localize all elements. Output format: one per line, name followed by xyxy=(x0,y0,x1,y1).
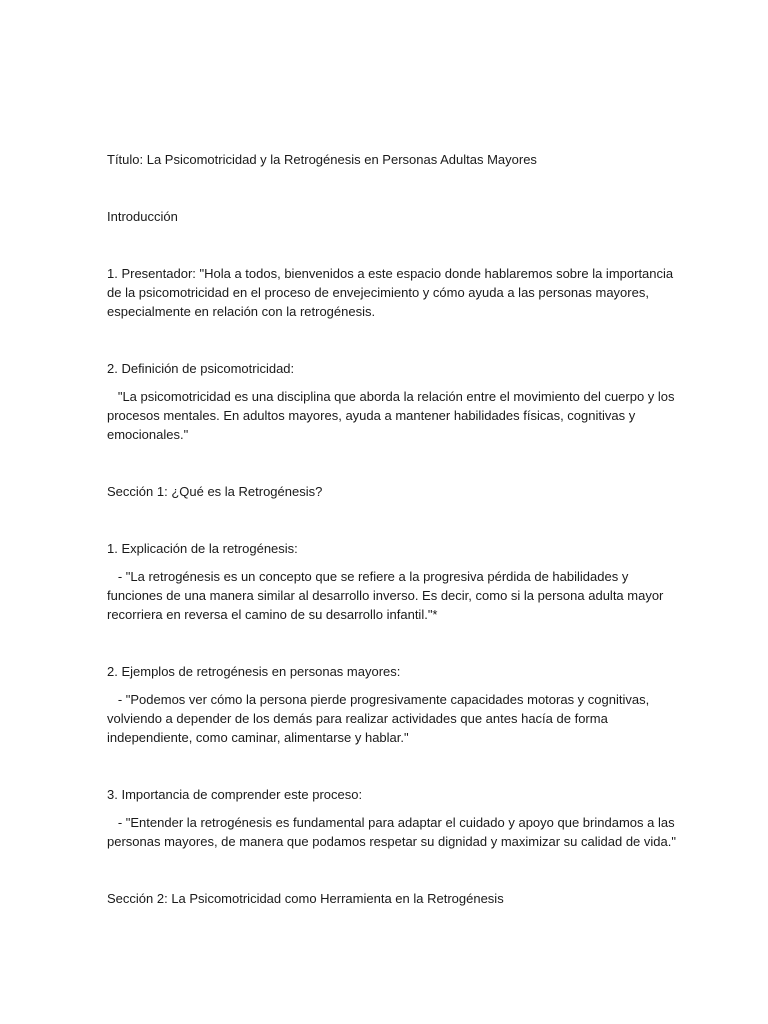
definition-paragraph xyxy=(107,387,675,444)
definition-heading: 2. Definición de psicomotricidad: xyxy=(107,361,295,376)
paragraph-line: personas mayores, de manera que podamos respetar su dignidad y maximizar su calidad de vida." xyxy=(107,834,676,849)
section1-item-heading: 1. Explicación de la retrogénesis: xyxy=(107,541,298,556)
document-title: Título: La Psicomotricidad y la Retrogénesis en Personas Adultas Mayores xyxy=(107,152,537,167)
paragraph-line: emocionales." xyxy=(107,427,189,442)
section1-item-heading: 2. Ejemplos de retrogénesis en personas mayores: xyxy=(107,664,401,679)
paragraph-line: "La psicomotricidad es una disciplina que aborda la relación entre el movimiento del cuerpo y los xyxy=(107,389,675,404)
paragraph-line: - "La retrogénesis es un concepto que se refiere a la progresiva pérdida de habilidades y xyxy=(107,569,629,584)
presenter-paragraph xyxy=(107,264,674,321)
document-content xyxy=(107,150,676,908)
section1-item-paragraph xyxy=(107,567,663,624)
paragraph-line: 1. Presentador: "Hola a todos, bienvenidos a este espacio donde hablaremos sobre la importancia xyxy=(107,266,674,281)
section1-item-paragraph xyxy=(107,690,663,747)
intro-heading: Introducción xyxy=(107,209,178,224)
paragraph-line: - "Podemos ver cómo la persona pierde progresivamente capacidades motoras y cognitivas, xyxy=(107,692,650,707)
paragraph-line: independiente, como caminar, alimentarse y hablar." xyxy=(107,730,409,745)
paragraph-line: funciones de una manera similar al desarrollo inverso. Es decir, como si la persona adulta mayor xyxy=(107,588,664,603)
paragraph-line: procesos mentales. En adultos mayores, ayuda a mantener habilidades físicas, cognitivas y xyxy=(107,408,636,423)
section2-heading: Sección 2: La Psicomotricidad como Herramienta en la Retrogénesis xyxy=(107,891,504,906)
paragraph-line: de la psicomotricidad en el proceso de envejecimiento y cómo ayuda a las personas mayores, xyxy=(107,285,649,300)
paragraph-line: recorriera en reversa el camino de su desarrollo infantil."* xyxy=(107,607,438,622)
section1-item-heading: 3. Importancia de comprender este proceso: xyxy=(107,787,363,802)
paragraph-line: especialmente en relación con la retrogénesis. xyxy=(107,304,376,319)
paragraph-line: volviendo a depender de los demás para realizar actividades que antes hacía de forma xyxy=(107,711,608,726)
paragraph-line: - "Entender la retrogénesis es fundamental para adaptar el cuidado y apoyo que brindamos a las xyxy=(107,815,675,830)
section1-item-paragraph xyxy=(107,813,676,851)
section1-heading: Sección 1: ¿Qué es la Retrogénesis? xyxy=(107,484,323,499)
